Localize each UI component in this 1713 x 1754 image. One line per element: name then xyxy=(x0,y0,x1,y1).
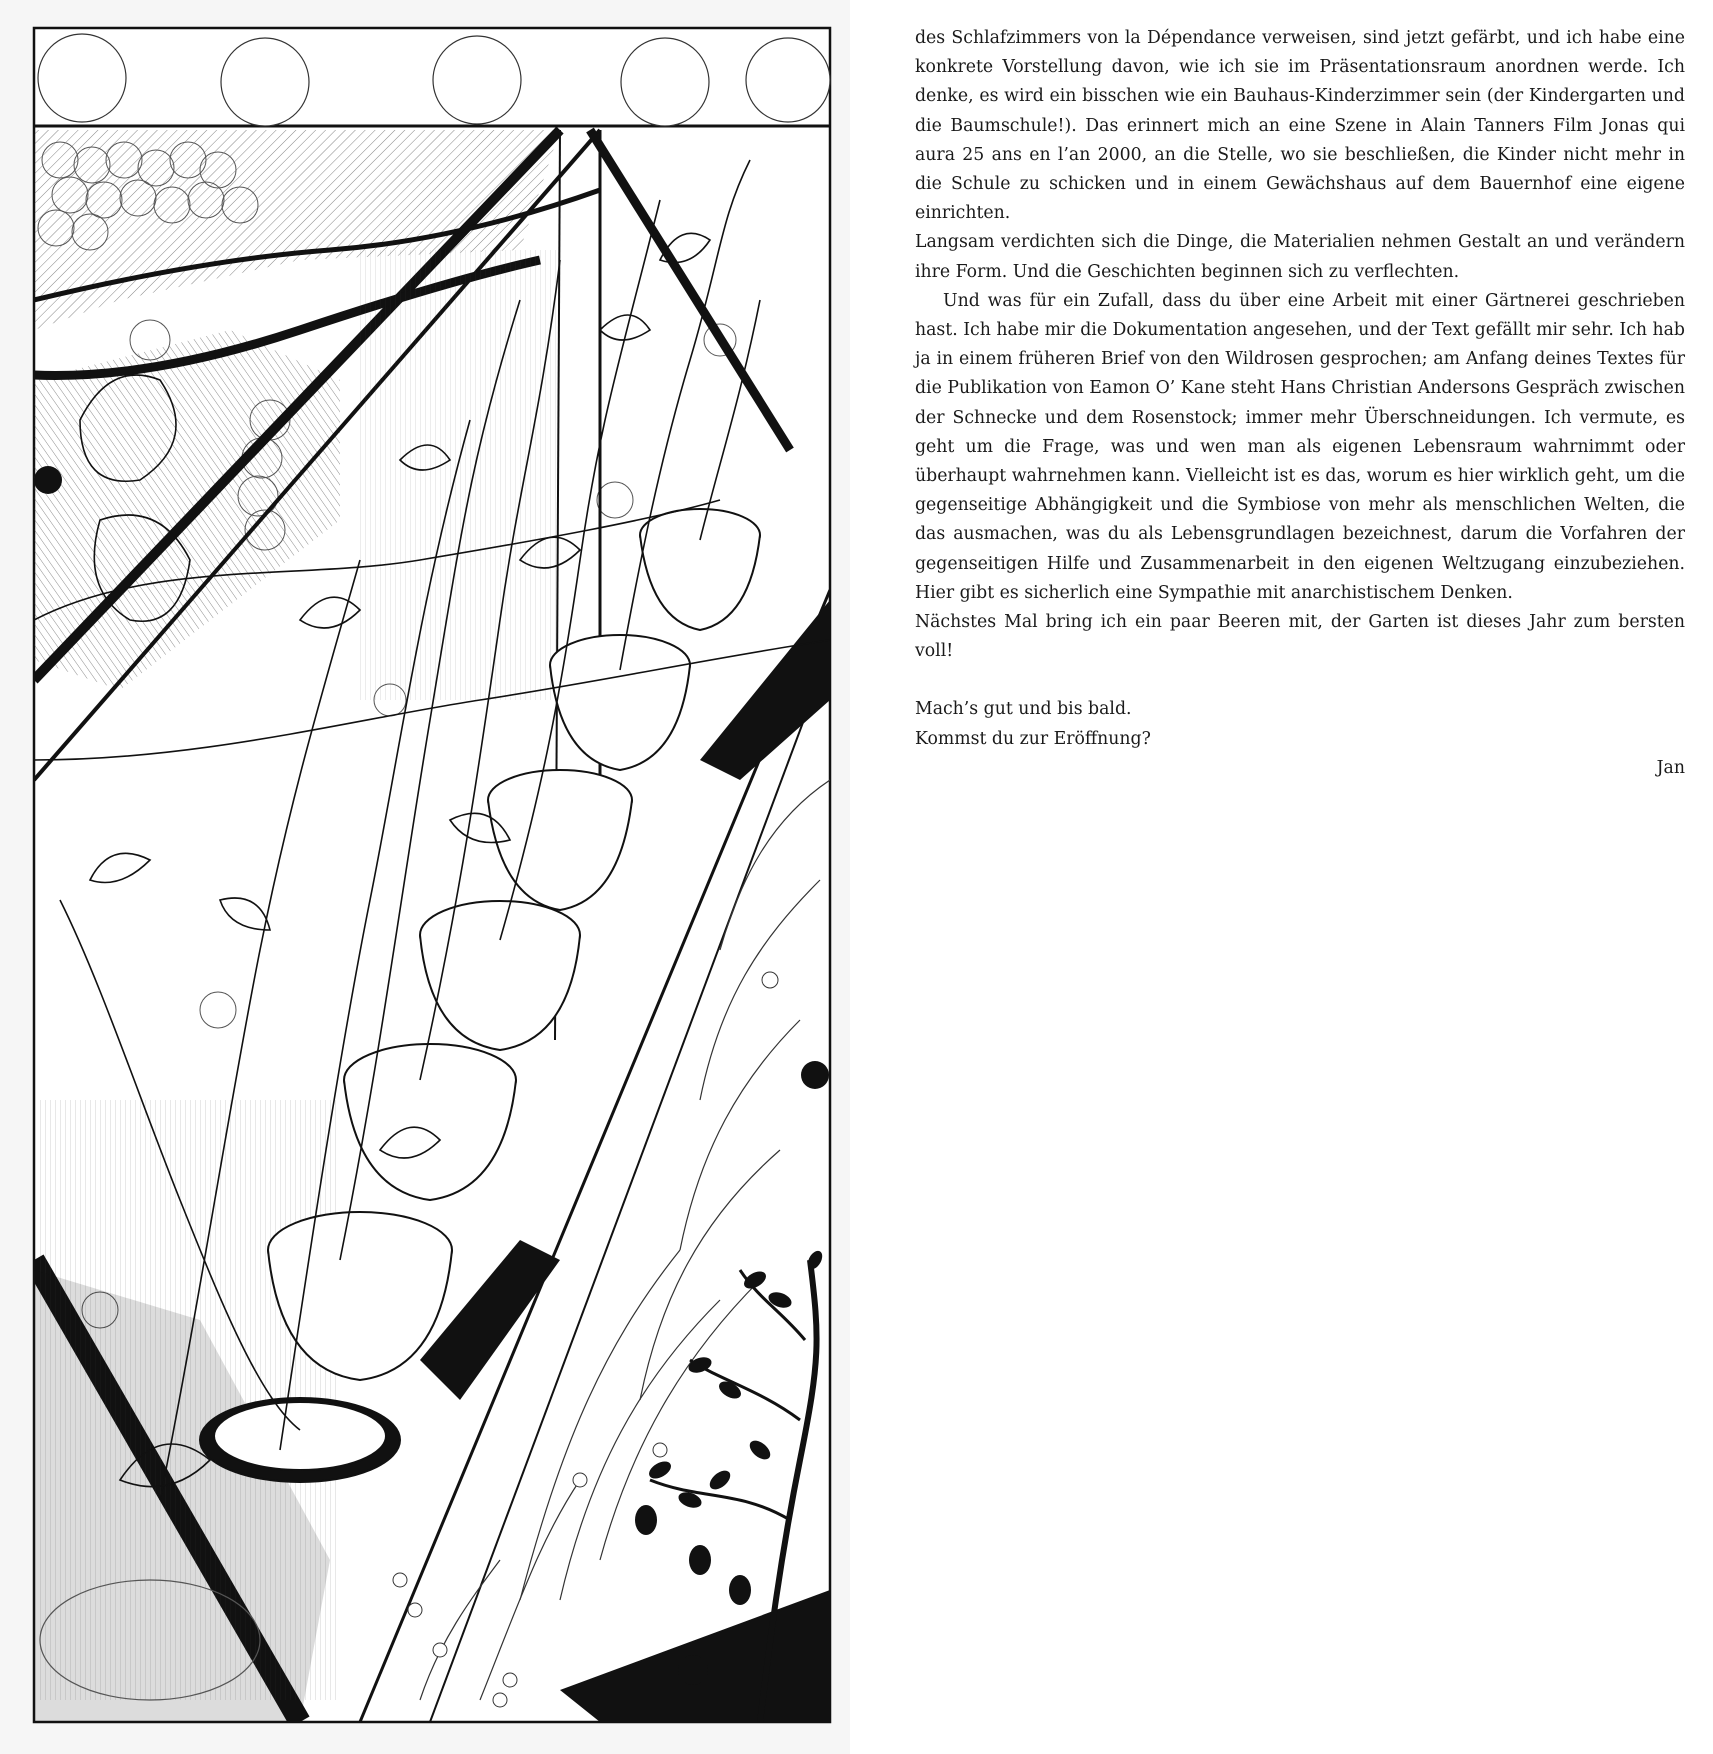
letter-text xyxy=(915,24,1685,783)
greenhouse-drawing xyxy=(0,0,850,1754)
letter-paragraph: Nächstes Mal bring ich ein paar Beeren mit, der Garten ist dieses Jahr zum bersten voll! xyxy=(915,612,1685,662)
closing-line: Mach’s gut und bis bald. xyxy=(915,699,1132,720)
letter-paragraph: Und was für ein Zufall, dass du über eine Arbeit mit einer Gärtnerei geschrieben hast. Ich habe mir die Dokumentation angesehen, und der Text gefällt mir sehr. Ich hab ja in einem früheren Brief von den Wildrosen gesprochen; am Anfang deines Textes für die Publikation von Eamon O’ Kane steht Hans Christian Andersons Gespräch zwischen der Schnecke und dem Rosenstock; immer mehr Überschneidungen. Ich vermute, es geht um die Frage, was und wen man als eigenen Lebensraum wahrnimmt oder überhaupt wahrnehmen kann. Vielleicht ist es das, worum es hier wirklich geht, um die gegenseitige Abhängigkeit und die Symbiose von mehr als menschlichen Welten, die das ausmachen, was du als Lebensgrundlagen bezeichnest, darum die Vorfahren der gegenseitigen Hilfe und Zusammenarbeit in den eigenen Weltzugang einzubeziehen. Hier gibt es sicherlich eine Sympathie mit anarchistischem Denken. xyxy=(915,290,1685,603)
signature: Jan xyxy=(1656,757,1685,778)
letter-paragraph: Langsam verdichten sich die Dinge, die Materialien nehmen Gestalt an und verändern ihre Form. Und die Geschichten beginnen sich zu verflechten. xyxy=(915,232,1685,282)
letter-paragraph: des Schlafzimmers von la Dépendance verweisen, sind jetzt gefärbt, und ich habe eine konkrete Vorstellung davon, wie ich sie im Präsentationsraum anordnen werde. Ich denke, es wird ein bisschen wie ein Bauhaus-Kinderzimmer sein (der Kindergarten und die Baumschule!). Das erinnert mich an eine Szene in Alain Tanners Film Jonas qui aura 25 ans en l’an 2000, an die Stelle, wo sie beschließen, die Kinder nicht mehr in die Schule zu schicken und in einem Gewächshaus auf dem Bauernhof eine eigene einrichten. xyxy=(915,28,1685,224)
closing-line: Kommst du zur Eröffnung? xyxy=(915,728,1151,749)
paragraph-spacer xyxy=(915,666,1685,695)
vertical-hatch-upper xyxy=(360,250,560,700)
